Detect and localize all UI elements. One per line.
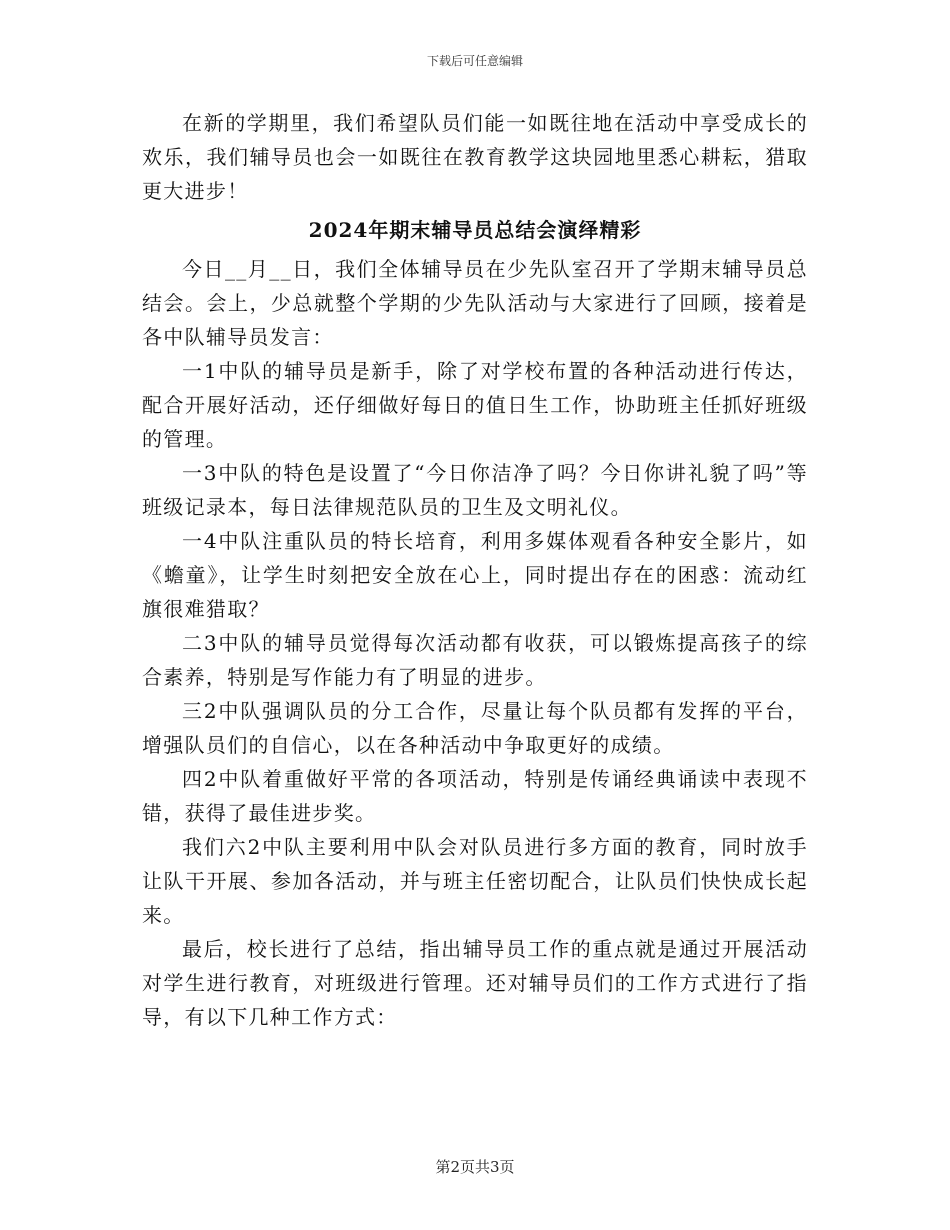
paragraph-8: 我们六2中队主要利用中队会对队员进行多方面的教育，同时放手让队干开展、参加各活动，并与班主任密切配合，让队员们快快成长起来。 [142, 835, 808, 927]
document-body [142, 106, 808, 1034]
paragraph-5: 二3中队的辅导员觉得每次活动都有收获，可以锻炼提高孩子的综合素养，特别是写作能力有了明显的进步。 [142, 631, 808, 689]
section-title: 2024年期末辅导员总结会演绎精彩 [308, 218, 642, 242]
intro-paragraph: 在新的学期里，我们希望队员们能一如既往地在活动中享受成长的欢乐，我们辅导员也会一如既往在教育教学这块园地里悉心耕耘，猎取更大进步！ [142, 111, 808, 203]
page-number: 第2页共3页 [435, 1158, 515, 1176]
page-header-note: 下载后可任意编辑 [426, 54, 523, 68]
paragraph-4: 一4中队注重队员的特长培育，利用多媒体观看各种安全影片，如《蟾童》，让学生时刻把安全放在心上，同时提出存在的困惑：流动红旗很难猎取？ [142, 529, 808, 621]
paragraph-9: 最后，校长进行了总结，指出辅导员工作的重点就是通过开展活动对学生进行教育，对班级进行管理。还对辅导员们的工作方式进行了指导，有以下几种工作方式： [142, 937, 808, 1029]
paragraph-3: 一3中队的特色是设置了“今日你洁净了吗？今日你讲礼貌了吗”等班级记录本，每日法律规范队员的卫生及文明礼仪。 [142, 461, 808, 519]
paragraph-7: 四2中队着重做好平常的各项活动，特别是传诵经典诵读中表现不错，获得了最佳进步奖。 [142, 767, 808, 825]
paragraph-6: 三2中队强调队员的分工合作，尽量让每个队员都有发挥的平台，增强队员们的自信心，以在各种活动中争取更好的成绩。 [142, 699, 808, 757]
paragraph-2: 一1中队的辅导员是新手，除了对学校布置的各种活动进行传达，配合开展好活动，还仔细做好每日的值日生工作，协助班主任抓好班级的管理。 [142, 359, 808, 451]
paragraph-1: 今日__月__日，我们全体辅导员在少先队室召开了学期末辅导员总结会。会上，少总就整个学期的少先队活动与大家进行了回顾，接着是各中队辅导员发言： [142, 257, 808, 349]
